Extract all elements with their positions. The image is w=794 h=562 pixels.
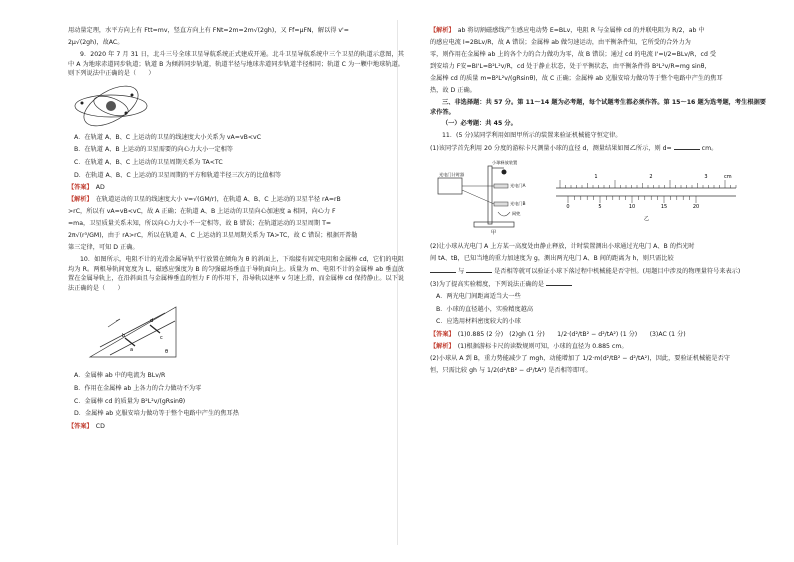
part-3-text: (3)为了提高实验精度，下列说法正确的是	[430, 281, 544, 288]
analysis-line: 的感应电流 I=2BLv/R，故 A 错误；金属棒 ab 做匀速运动，由平衡条件知，它所受的合外力为	[430, 38, 691, 46]
svg-text:d: d	[150, 318, 154, 325]
answer-value: AD	[95, 184, 105, 192]
analysis-line	[430, 342, 766, 352]
right-column	[430, 26, 766, 378]
svg-text:θ: θ	[165, 349, 169, 356]
left-column	[68, 26, 404, 434]
option-c: C．在轨道 A、B、C 上运动的卫星周期关系为 TA<TC	[74, 158, 223, 166]
orbit-diagram-svg	[72, 83, 150, 129]
label-gate-a: 光电门A	[510, 183, 526, 189]
analysis-line: 第三定律，可知 D 正确。	[68, 244, 139, 252]
vernier-tick-label: 10	[628, 204, 636, 211]
question-11-part-2: 间 tA、tB，已知当地的重力加速度为 g，测出两光电门 A、B 间的距离为 h，则只需比较	[430, 255, 674, 263]
label-timer: 光电门计时器	[439, 172, 465, 178]
svg-text:b: b	[122, 333, 126, 340]
option-c: C．金属棒 cd 的质量为 B²L²v/(gRsinθ)	[74, 397, 186, 405]
svg-text:a: a	[130, 347, 134, 354]
label-stand: 小球释放装置	[492, 160, 518, 166]
main-scale	[560, 180, 736, 188]
analysis-label: 【解析】	[430, 342, 455, 350]
question-10-stem: 10．如图所示，电阻不计的光滑金属导轨平行放置在倾角为 θ 的斜面上，下端接有固定电阻和金属棒 cd，它们的电阻均为 R。两根导轨间宽度为 L，磁感应强度为 B 的匀强磁场垂直于导轨面向上。质量为 m、电阻不计的金属棒 ab 垂直放置在金属导轨上，在沿斜面且与金属棒垂直的恒力 F 的作用下，沿导轨以速率 v 匀速上滑，而金属棒 cd 保持静止。以下说法正确的是（ ）	[68, 256, 404, 292]
vernier-tick-label: 15	[660, 204, 668, 211]
option-d: D．在轨道 A、B、C 上运动的卫星周期的平方和轨道半径三次方的比值相等	[74, 171, 282, 179]
apparatus-svg	[436, 158, 746, 236]
analysis-line: 到安培力 F安=BI'L=B²L²v/R，cd 处于静止状态，处于平衡状态，由平衡条件得 B²L²v/R=mg sinθ，	[430, 62, 711, 70]
answer-blank	[466, 266, 492, 273]
part-1-unit: cm。	[701, 145, 718, 153]
analysis-text: 在轨道运动的卫星的线速度大小 v=√(GM/r)，在轨道 A、B、C 上运动的卫星半径 rA=rB	[95, 196, 341, 204]
rail-diagram-svg	[80, 297, 190, 367]
label-yi: 乙	[644, 216, 650, 223]
vernier-tick-label: 20	[692, 204, 700, 211]
answer-blank	[674, 143, 700, 150]
answer-line	[68, 422, 404, 432]
part-2-tail: 是否相等就可以验证小球下落过程中机械能是否守恒。(用题目中涉及的物理量符号来表示)	[494, 268, 741, 276]
analysis-label: 【解析】	[430, 27, 455, 34]
unit-label: cm	[724, 174, 732, 181]
answer-blank	[430, 266, 456, 273]
rail-diagram	[80, 297, 190, 367]
option-a: A．金属棒 ab 中的电流为 BLv/R	[74, 372, 166, 380]
option-d: D．金属棒 ab 克服安培力做功等于整个电路中产生的焦耳热	[74, 410, 239, 418]
option-b: B．小球的直径越小，实验精度越高	[436, 305, 534, 313]
analysis-line: 2π√(r³/GM)，由于 rA>rC，所以在轨道 A、C 上运动的卫星周期关系为 TA>TC，故 C 错误；根据开普勒	[68, 232, 358, 240]
answer-value: CD	[95, 422, 105, 430]
answer-value: (1)0.885 (2 分) (2)gh (1 分) 1/2·(d²/tB² − d²/tA²) (1 分) (3)AC (1 分)	[457, 330, 686, 338]
question-11-stem: 11．(5 分)某同学利用如图甲所示的装置来验证机械能守恒定律。	[442, 132, 622, 140]
label-net: 网兜	[512, 211, 521, 217]
question-9-stem: 9．2020 年 7 月 31 日，北斗三号全球卫星导航系统正式建成开通。北斗卫星导航系统中三个卫星的轨道示意图，其中 A 为地球赤道同步轨道；轨道 B 为倾斜同步轨道，轨道半径与地球赤道同步轨道半径相同；轨道 C 为一颗中地球轨道。则下列说法中正确的是（ ）	[68, 50, 404, 78]
conjunction: 与	[457, 268, 465, 276]
answer-blank	[546, 279, 572, 286]
analysis-label: 【解析】	[68, 196, 93, 204]
question-11-part-1	[430, 143, 766, 154]
text-line: 2μ√(2gh)，故AC。	[68, 38, 124, 46]
svg-text:c: c	[160, 335, 163, 342]
label-gate-b: 光电门B	[510, 201, 526, 207]
main-tick-label: 1	[594, 174, 598, 181]
analysis-line: 零，则作用在金属棒 ab 上的各个力的合力做功为零，故 B 错误；通过 cd 的电流 I'=I/2=BLv/R，cd 受	[430, 50, 717, 58]
vernier-scale	[568, 196, 696, 203]
question-11-part-2	[430, 266, 766, 277]
part-1-text: (1)该同学首先利用 20 分度的游标卡尺测量小球的直径 d，测量结果如图乙所示，则 d=	[430, 145, 672, 153]
answer-label: 【答案】	[68, 422, 93, 430]
analysis-line: 恒，只需比较 gh 与 1/2(d²/tB² − d²/tA²) 是否相等即可。	[430, 366, 592, 374]
label-jia: 甲	[491, 230, 497, 237]
analysis-text: ab 将切割磁感线产生感应电动势 E=BLv，电阻 R 与金属棒 cd 的并联电阻为 R/2，ab 中	[457, 27, 705, 34]
vernier-tick-label: 5	[598, 204, 602, 211]
main-tick-label: 3	[704, 174, 708, 181]
option-a: A．在轨道 A、B、C 上运动的卫星的线速度大小关系为 vA=vB<vC	[74, 133, 262, 141]
analysis-line: 热，故 D 正确。	[430, 86, 476, 94]
answer-line	[430, 330, 766, 340]
main-tick-label: 2	[649, 174, 653, 181]
option-b: B．作用在金属棒 ab 上各力的合力做功不为零	[74, 385, 202, 392]
analysis-line	[68, 195, 404, 205]
section-3-title: 三、非选择题：共 57 分。第 11～14 题为必考题，每个试题考生都必须作答。第 15～16 题为选考题，考生根据要求作答。	[430, 98, 766, 116]
text-line: 用动量定理，水平方向上有 Ftt=mv，竖直方向上有 FNt=2m=2m√(2gh)，又 Ff=μFN，解以得 v'=	[68, 27, 349, 34]
answer-label: 【答案】	[68, 184, 93, 192]
option-a: A．两光电门间距离适当大一些	[436, 292, 521, 300]
answer-line	[68, 183, 404, 193]
analysis-line: 金属棒 cd 的质量 m=B²L²v/(gRsinθ)，故 C 正确；金属棒 ab 克服安培力做功等于整个电路中产生的焦耳	[430, 74, 723, 82]
option-b: B．在轨道 A、B 上运动的卫星需要的向心力大小一定相等	[74, 146, 233, 154]
answer-label: 【答案】	[430, 330, 455, 338]
analysis-line	[430, 26, 766, 36]
analysis-line: >rC，所以有 vA=vB<vC，故 A 正确；在轨道 A、B 上运动的卫星向心加速度 a 相同，向心力 F	[68, 208, 336, 216]
question-11-part-3	[430, 279, 766, 290]
orbit-diagram	[72, 83, 150, 129]
vernier-tick-label: 0	[566, 204, 570, 211]
apparatus-figure	[436, 158, 746, 236]
analysis-text: (1)根据游标卡尺的读数规则可知，小球的直径为 0.885 cm。	[457, 342, 628, 350]
section-3-subtitle: （一）必考题：共 45 分。	[442, 120, 517, 128]
question-11-part-2: (2)让小球从光电门 A 上方某一高度处由静止释放，计时装置测出小球通过光电门 A、B 的挡光时	[430, 243, 695, 251]
analysis-line: =ma，卫星质量关系未知，所以向心力大小不一定相等，故 B 错误；在轨道运动的卫星周期 T=	[68, 220, 332, 228]
analysis-line: (2)小球从 A 到 B，重力势能减少了 mgh，动能增加了 1/2·m(d²/tB² − d²/tA²)，因此，要验证机械能是否守	[430, 354, 730, 362]
option-c: C．应选用材料密度较大的小球	[436, 318, 521, 326]
